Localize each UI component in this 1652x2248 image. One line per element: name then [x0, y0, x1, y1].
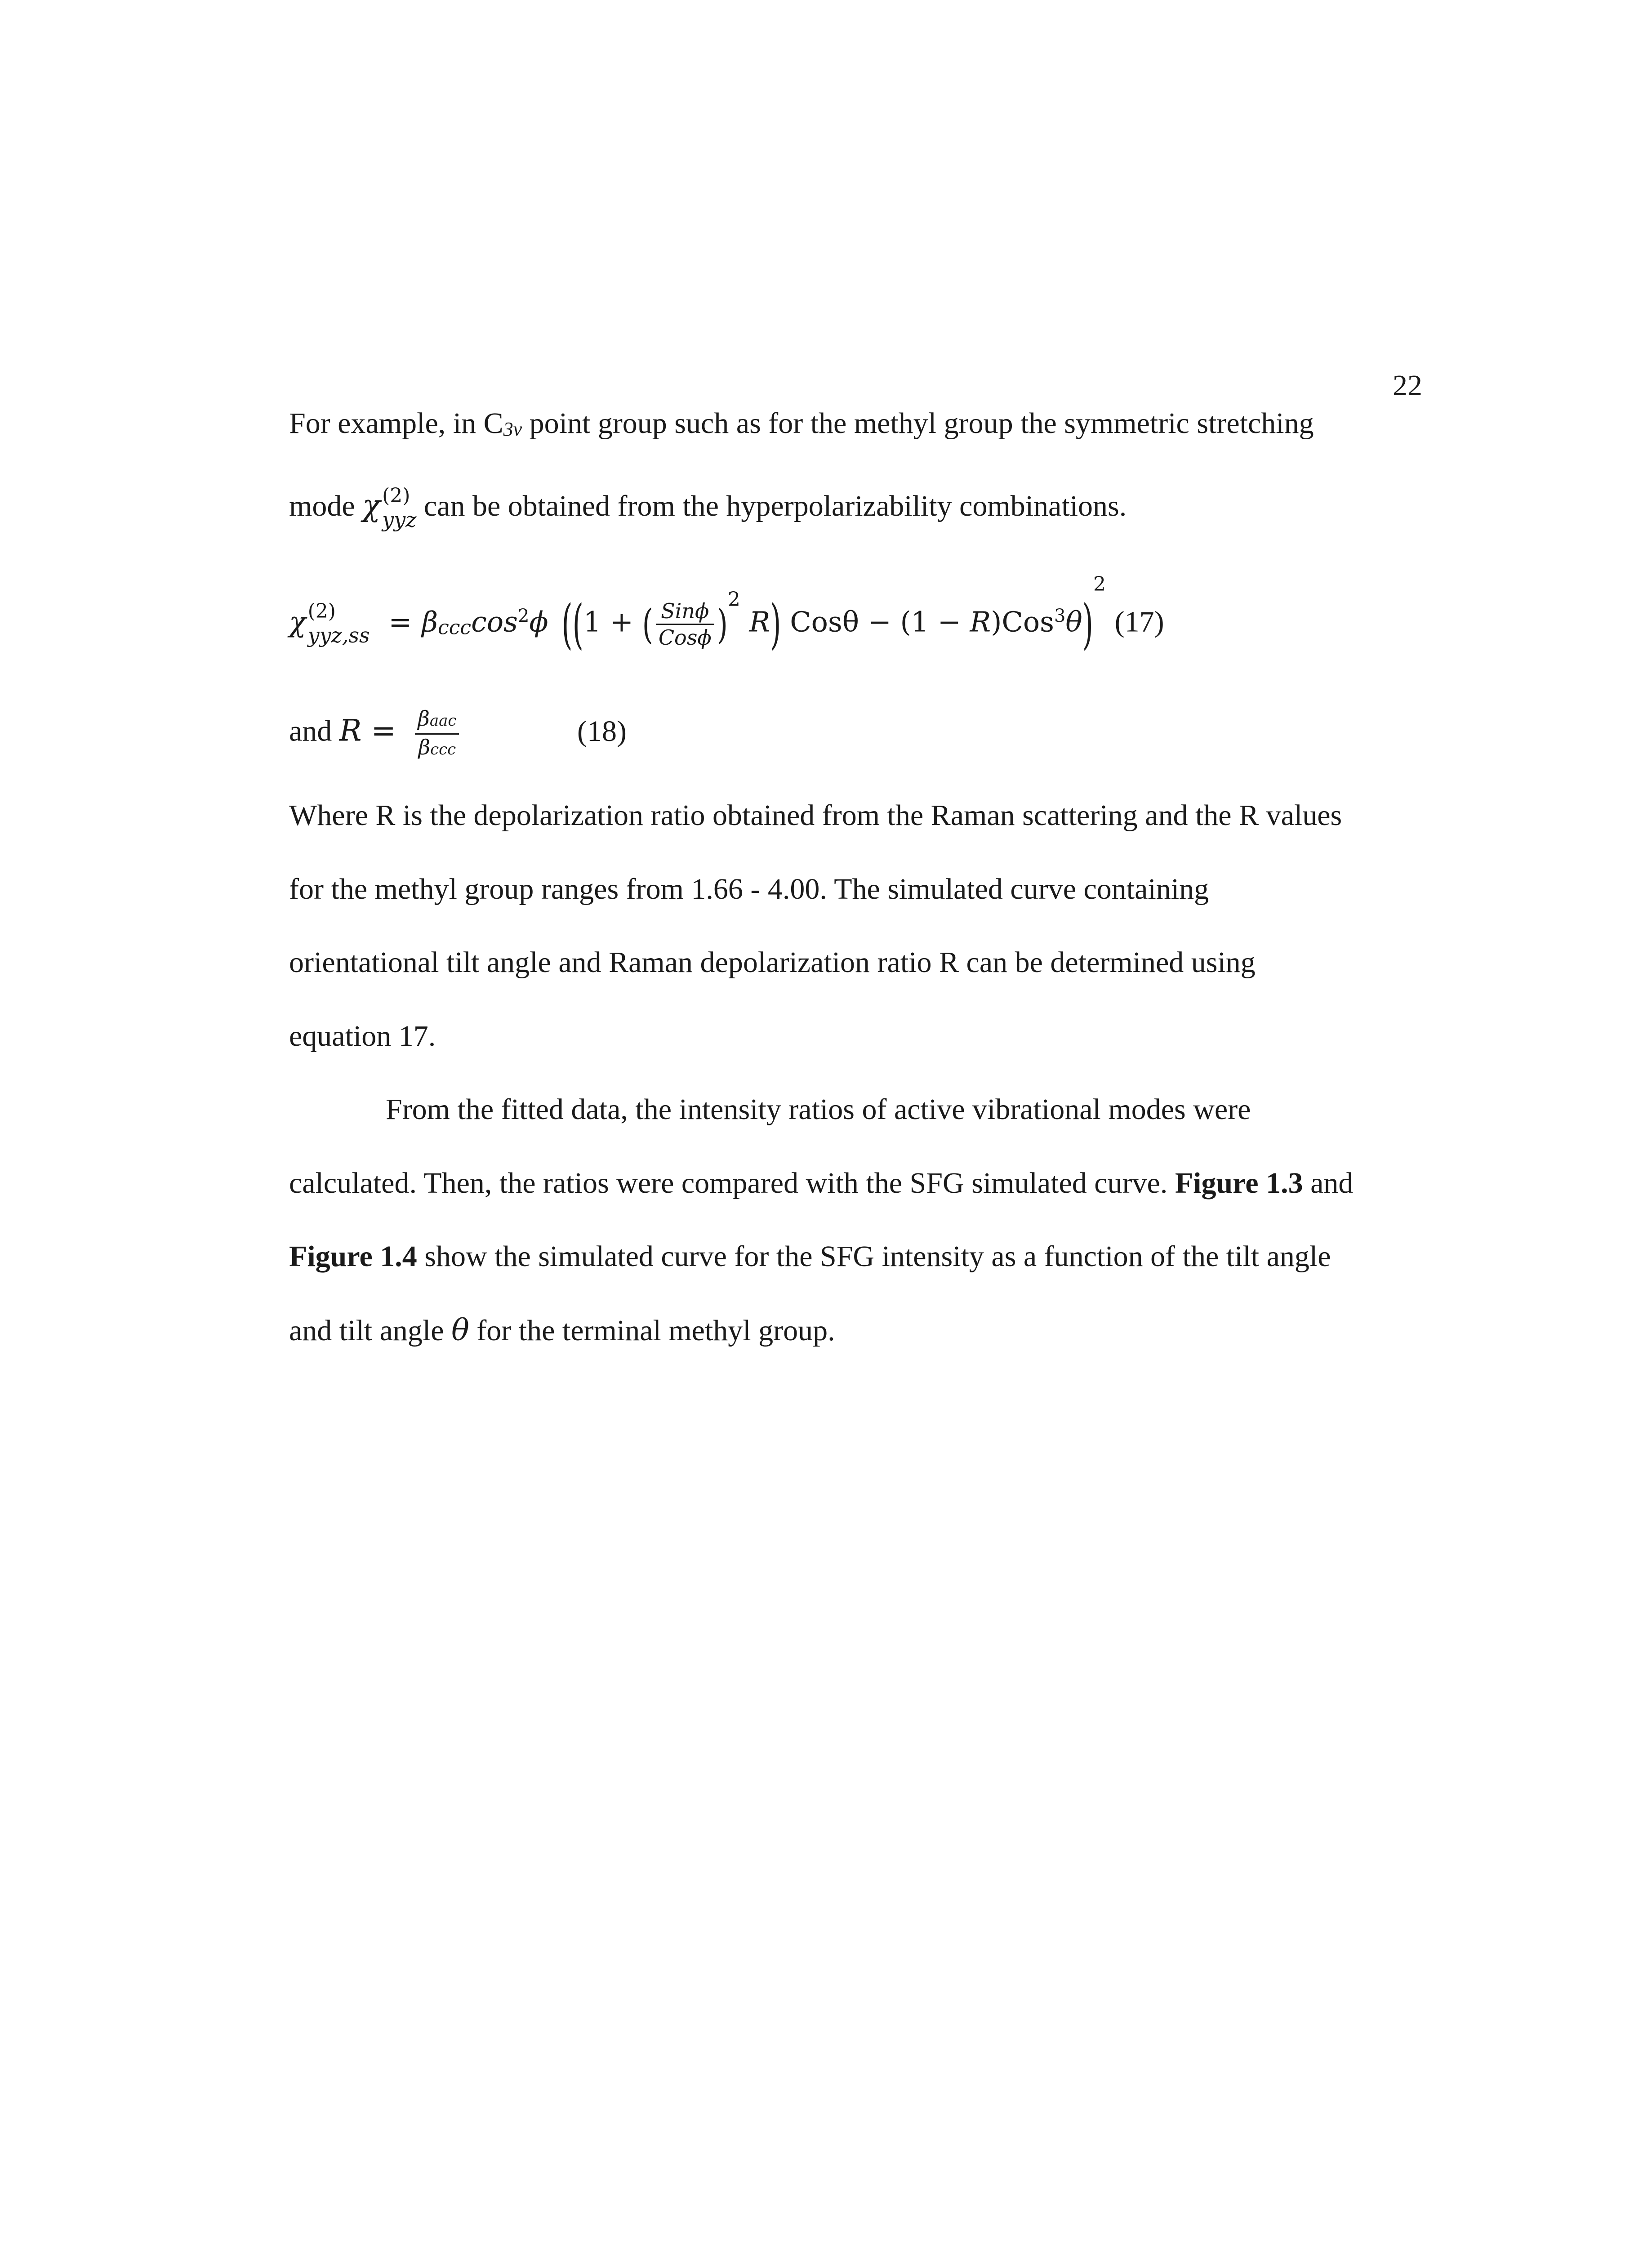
- eq17-one-plus: 1 +: [583, 605, 633, 638]
- equation-18: [289, 706, 627, 762]
- para1-line2-post: can be obtained from the hyperpolarizability combinations.: [416, 490, 1127, 522]
- eq17-inner-paren-close: ): [717, 600, 728, 648]
- eq17-frac-den: Cosϕ: [658, 625, 712, 650]
- para3-line3-post: show the simulated curve for the SFG intensity as a function of the tilt angle: [417, 1240, 1331, 1273]
- para1-line1: [289, 406, 1314, 447]
- eq17-label: (17): [1114, 605, 1164, 638]
- figure-ref-1-4: Figure 1.4: [289, 1240, 417, 1273]
- chi-superscript: (2): [382, 484, 410, 507]
- eq17-chi: χ: [289, 605, 306, 638]
- eq17-cos3: )Cos: [991, 605, 1054, 638]
- eq17-inner-paren-open: (: [642, 600, 653, 648]
- chi-indices: [382, 484, 417, 532]
- page-number: 22: [1393, 369, 1422, 402]
- eq17-frac-num: Sinϕ: [656, 598, 714, 625]
- theta-symbol: θ: [451, 1313, 469, 1347]
- eq17-theta: θ: [1065, 605, 1082, 638]
- eq18-den-sub: ccc: [430, 740, 456, 758]
- para2-line3: orientational tilt angle and Raman depolarization ratio R can be determined using: [289, 946, 1256, 979]
- eq17-equals: =: [388, 605, 412, 638]
- para2-line2: for the methyl group ranges from 1.66 - 4.00. The simulated curve containing: [289, 873, 1209, 905]
- eq18-R: R: [339, 713, 362, 748]
- eq18-frac-den: [415, 735, 459, 762]
- para3-line4-post: for the terminal methyl group.: [469, 1314, 835, 1347]
- eq18-and: and: [289, 714, 339, 748]
- eq17-phi: ϕ: [529, 605, 548, 638]
- eq17-outer-paren-open: (: [561, 593, 573, 655]
- eq17-chi-sub: yyz,ss: [307, 623, 370, 647]
- para2-line4: equation 17.: [289, 1020, 436, 1053]
- eq17-outer-sup: 2: [1093, 573, 1106, 596]
- para3-line1: From the fitted data, the intensity ratios of active vibrational modes were: [386, 1093, 1251, 1126]
- para3-line4: [289, 1312, 835, 1349]
- eq18-frac-num: [415, 706, 459, 735]
- eq17-beta-sub: ccc: [438, 616, 472, 639]
- eq17-middle-paren-open: (: [572, 593, 583, 655]
- point-group-subscript: 3v: [503, 418, 522, 440]
- eq17-middle-paren-close: ): [770, 593, 781, 655]
- eq18-num-sub: aac: [429, 712, 457, 730]
- figure-ref-1-3: Figure 1.3: [1175, 1167, 1303, 1200]
- eq18-den-beta: β: [418, 735, 431, 759]
- chi-symbol: χ: [362, 488, 381, 523]
- eq17-fraction: [656, 598, 714, 650]
- para1-line1-post: point group such as for the methyl group the symmetric stretching: [522, 407, 1314, 440]
- eq17-cos-theta: Cosθ − (1 −: [790, 605, 970, 638]
- eq17-R: R: [749, 605, 770, 638]
- eq17-cos: cos: [471, 605, 518, 638]
- para3-line3: [289, 1239, 1331, 1275]
- eq18-label: (18): [577, 714, 627, 748]
- eq17-outer-paren-close: ): [1082, 593, 1093, 655]
- eq17-inner-sup: 2: [727, 588, 740, 611]
- eq17-cos3-sup: 3: [1054, 606, 1066, 626]
- equation-17: [289, 573, 1164, 655]
- para3-line4-pre: and tilt angle: [289, 1314, 452, 1347]
- eq18-equals: =: [361, 713, 396, 748]
- eq17-cos-sup: 2: [517, 606, 530, 626]
- eq17-chi-sup: (2): [307, 599, 336, 623]
- eq17-chi-indices: [307, 599, 370, 647]
- eq18-num-beta: β: [418, 706, 430, 731]
- eq17-beta: β: [422, 605, 438, 638]
- eq17-R2: R: [970, 605, 991, 638]
- para3-line2-pre: calculated. Then, the ratios were compared with the SFG simulated curve.: [289, 1167, 1175, 1200]
- para2-line1: Where R is the depolarization ratio obtained from the Raman scattering and the R values: [289, 799, 1342, 832]
- para1-line2: [289, 484, 1127, 532]
- para3-line2-post: and: [1303, 1167, 1354, 1200]
- chi-subscript: yyz: [382, 507, 417, 532]
- para1-line2-pre: mode: [289, 490, 363, 522]
- para1-line1-pre: For example, in C: [289, 407, 503, 440]
- para3-line2: [289, 1165, 1353, 1201]
- eq18-fraction: [415, 706, 459, 762]
